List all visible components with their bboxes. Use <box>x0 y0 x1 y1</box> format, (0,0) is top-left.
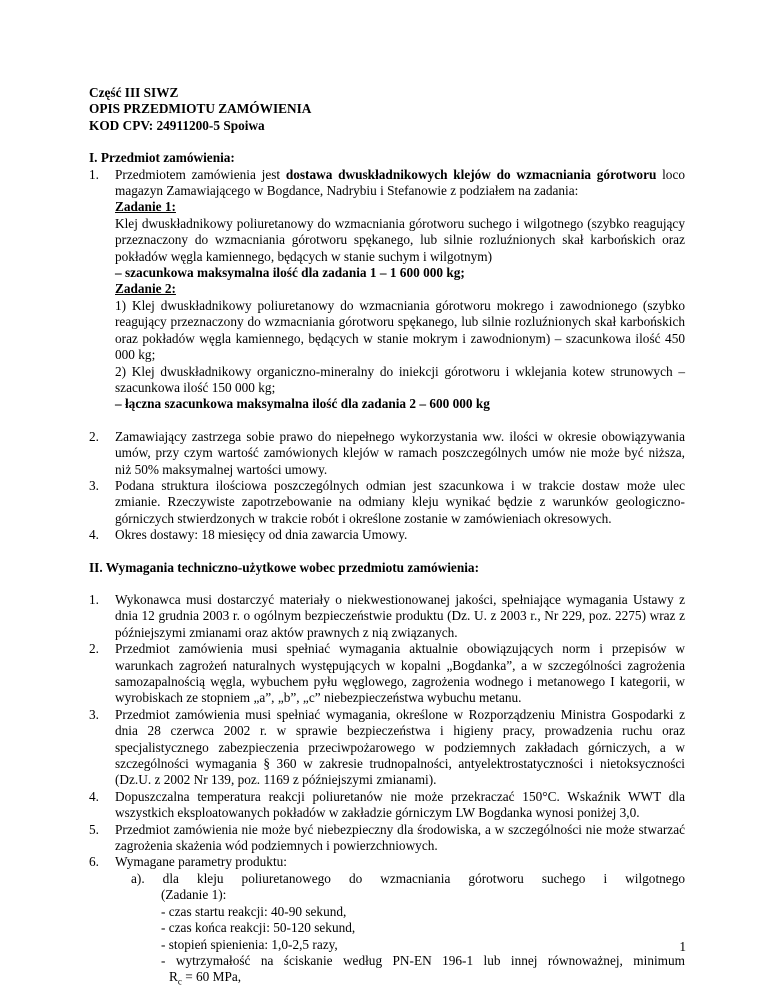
item-text-bold: dostawa dwuskładnikowych klejów do wzmacniania górotworu <box>285 166 657 182</box>
task-2-label: Zadanie 2: <box>115 281 176 297</box>
task-1-label: Zadanie 1: <box>115 199 176 215</box>
task-1-description: Klej dwuskładnikowy poliuretanowy do wzmacniania górotworu suchego i wilgotnego (szybko reagujący przeznaczony do wzmacniania górotworu spękanego, lub silnie rozluźnionych skał karbońskich oraz pokładów węgla kamiennego, będących w stanie suchym i wilgotnym) <box>115 215 685 264</box>
task-2-point-2: 2) Klej dwuskładnikowy organiczno-mineralny do iniekcji górotworu i wklejania kotew strunowych – szacunkowa ilość 150 000 kg; <box>115 363 685 395</box>
section-2-item-5 <box>89 822 685 855</box>
section-2-list <box>89 592 685 990</box>
parameter-foaming-degree: - stopień spienienia: 1,0-2,5 razy, <box>161 936 338 952</box>
parameter-compressive-strength <box>161 953 685 990</box>
parameter-list <box>131 904 685 991</box>
item-text: Wymagane parametry produktu: <box>115 854 287 870</box>
section-1-item-1 <box>89 167 685 413</box>
item-text: Przedmiotem zamówienia jest <box>115 166 286 182</box>
section-1-list <box>89 167 685 544</box>
item-text: Dopuszczalna temperatura reakcji poliuretanów nie może przekraczać 150°C. Wskaźnik WWT dla wszystkich eksploatowanych pokładów w zakładzie górniczym LW Bogdanka wynosi poniżej 3,0. <box>115 788 685 821</box>
item-number: 4. <box>89 788 99 804</box>
page-number: 1 <box>679 939 686 954</box>
item-number: 1. <box>89 591 99 607</box>
item-number: 3. <box>89 706 99 722</box>
section-2-item-6 <box>89 854 685 990</box>
item-text: Podana struktura ilościowa poszczególnych odmian jest szacunkowa i w trakcie dostaw może ulec zmianie. Rzeczywiste zapotrzebowanie na odmiany kleju wynikać będzie z warunków geologiczno-górniczych stwierdzonych w trakcie robót i określone zostanie w zamówieniach okresowych. <box>115 477 685 526</box>
item-number: 5. <box>89 821 99 837</box>
item-text: Zamawiający zastrzega sobie prawo do niepełnego wykorzystania ww. ilości w okresie obowiązywania umów, przy czym wartość zamówionych klejów w ramach poszczególnych umów nie może być niższa, niż 50% maksymalnej wartości umowy. <box>115 428 685 477</box>
strength-value <box>161 969 685 990</box>
item-number: 1. <box>89 166 99 182</box>
item-number: 3. <box>89 477 99 493</box>
section-2-item-4 <box>89 789 685 822</box>
parameter-reaction-end: - czas końca reakcji: 50-120 sekund, <box>161 920 356 936</box>
item-number: 4. <box>89 527 99 543</box>
item-text: Wykonawca musi dostarczyć materiały o niekwestionowanej jakości, spełniające wymagania Ustawy z dnia 12 grudnia 2003 r. o ogólnym bezpieczeństwie produktu (Dz. U. z 2003 r., Nr 229, poz. 2275) wraz z późniejszymi zmianami oraz aktów prawnych z nią związanych. <box>115 591 685 640</box>
task-2-total: – łączna szacunkowa maksymalna ilość dla zadania 2 – 600 000 kg <box>115 396 490 412</box>
header-cpv-code: KOD CPV: 24911200-5 Spoiwa <box>89 117 265 133</box>
section-2-item-2 <box>89 641 685 707</box>
header-subject-title: OPIS PRZEDMIOTU ZAMÓWIENIA <box>89 101 312 117</box>
section-1-item-2 <box>89 429 685 478</box>
section-1-item-3 <box>89 478 685 527</box>
item-number: 2. <box>89 641 99 657</box>
subsection-a-heading: a). dla kleju poliuretanowego do wzmacniania górotworu suchego i wilgotnego <box>131 870 685 886</box>
strength-rest: = 60 MPa, <box>181 969 242 985</box>
task-1-total: – szacunkowa maksymalna ilość dla zadania 1 – 1 600 000 kg; <box>115 265 465 281</box>
item-text: Okres dostawy: 18 miesięcy od dnia zawarcia Umowy. <box>115 527 408 543</box>
section-2-title: II. Wymagania techniczno-użytkowe wobec przedmiotu zamówienia: <box>89 559 480 575</box>
item-number: 2. <box>89 428 99 444</box>
strength-text: - wytrzymałość na ściskanie według PN-EN 196-1 lub innej równoważnej, minimum <box>161 952 685 968</box>
task-2-point-1: 1) Klej dwuskładnikowy poliuretanowy do wzmacniania górotworu mokrego i zawodnionego (szybko reagujący przeznaczony do wzmacniania górotworu spękanego, lub silnie rozluźnionych skał karbońskich oraz pokładów węgla kamiennego, będących w stanie mokrym i zawodnionym) – szacunkowa ilość 450 000 kg; <box>115 297 685 363</box>
strength-symbol: R <box>169 969 178 985</box>
section-2-item-3 <box>89 707 685 789</box>
parameter-reaction-start: - czas startu reakcji: 40-90 sekund, <box>161 903 347 919</box>
strength-symbol-subscript: c <box>177 976 182 987</box>
document-page <box>89 85 685 990</box>
item-text: loco magazyn Zamawiającego w Bogdance, Nadrybiu i Stefanowie z podziałem na zadania: <box>115 166 686 199</box>
header-part-title: Część III SIWZ <box>89 85 179 100</box>
section-1-item-4 <box>89 527 685 543</box>
section-1-title: I. Przedmiot zamówienia: <box>89 150 235 166</box>
section-2-item-1 <box>89 592 685 641</box>
parameters-subsection-a <box>115 871 685 991</box>
document-header <box>89 85 685 134</box>
item-text: Przedmiot zamówienia nie może być niebezpieczny dla środowiska, a w szczególności nie może stwarzać zagrożenia skażenia wód podziemnych i powierzchniowych. <box>115 821 685 854</box>
item-text: Przedmiot zamówienia musi spełniać wymagania, określone w Rozporządzeniu Ministra Gospodarki z dnia 28 czerwca 2002 r. w sprawie bezpieczeństwa i higieny pracy, prowadzenia ruchu oraz specjalistycznego zabezpieczenia przeciwpożarowego w podziemnych zakładach górniczych, a w szczególności wymagania § 360 w zakresie trudnopalności, antyelektrostatyczności i nietoksyczności (Dz.U. z 2002 Nr 139, poz. 1169 z późniejszymi zmianami). <box>115 706 685 788</box>
subsection-a-task: (Zadanie 1): <box>161 887 227 903</box>
item-text: Przedmiot zamówienia musi spełniać wymagania aktualnie obowiązujących norm i przepisów w warunkach zagrożeń naturalnych występujących w kopalni „Bogdanka”, a w szczególności zagrożenia samozapalnością węgla, wybuchem pyłu węglowego, zagrożenia wodnego i metanowego I kategorii, w wyrobiskach ze stopniem „a”, „b”, „c” niebezpieczeństwa wybuchu metanu. <box>115 641 685 706</box>
item-number: 6. <box>89 854 99 870</box>
